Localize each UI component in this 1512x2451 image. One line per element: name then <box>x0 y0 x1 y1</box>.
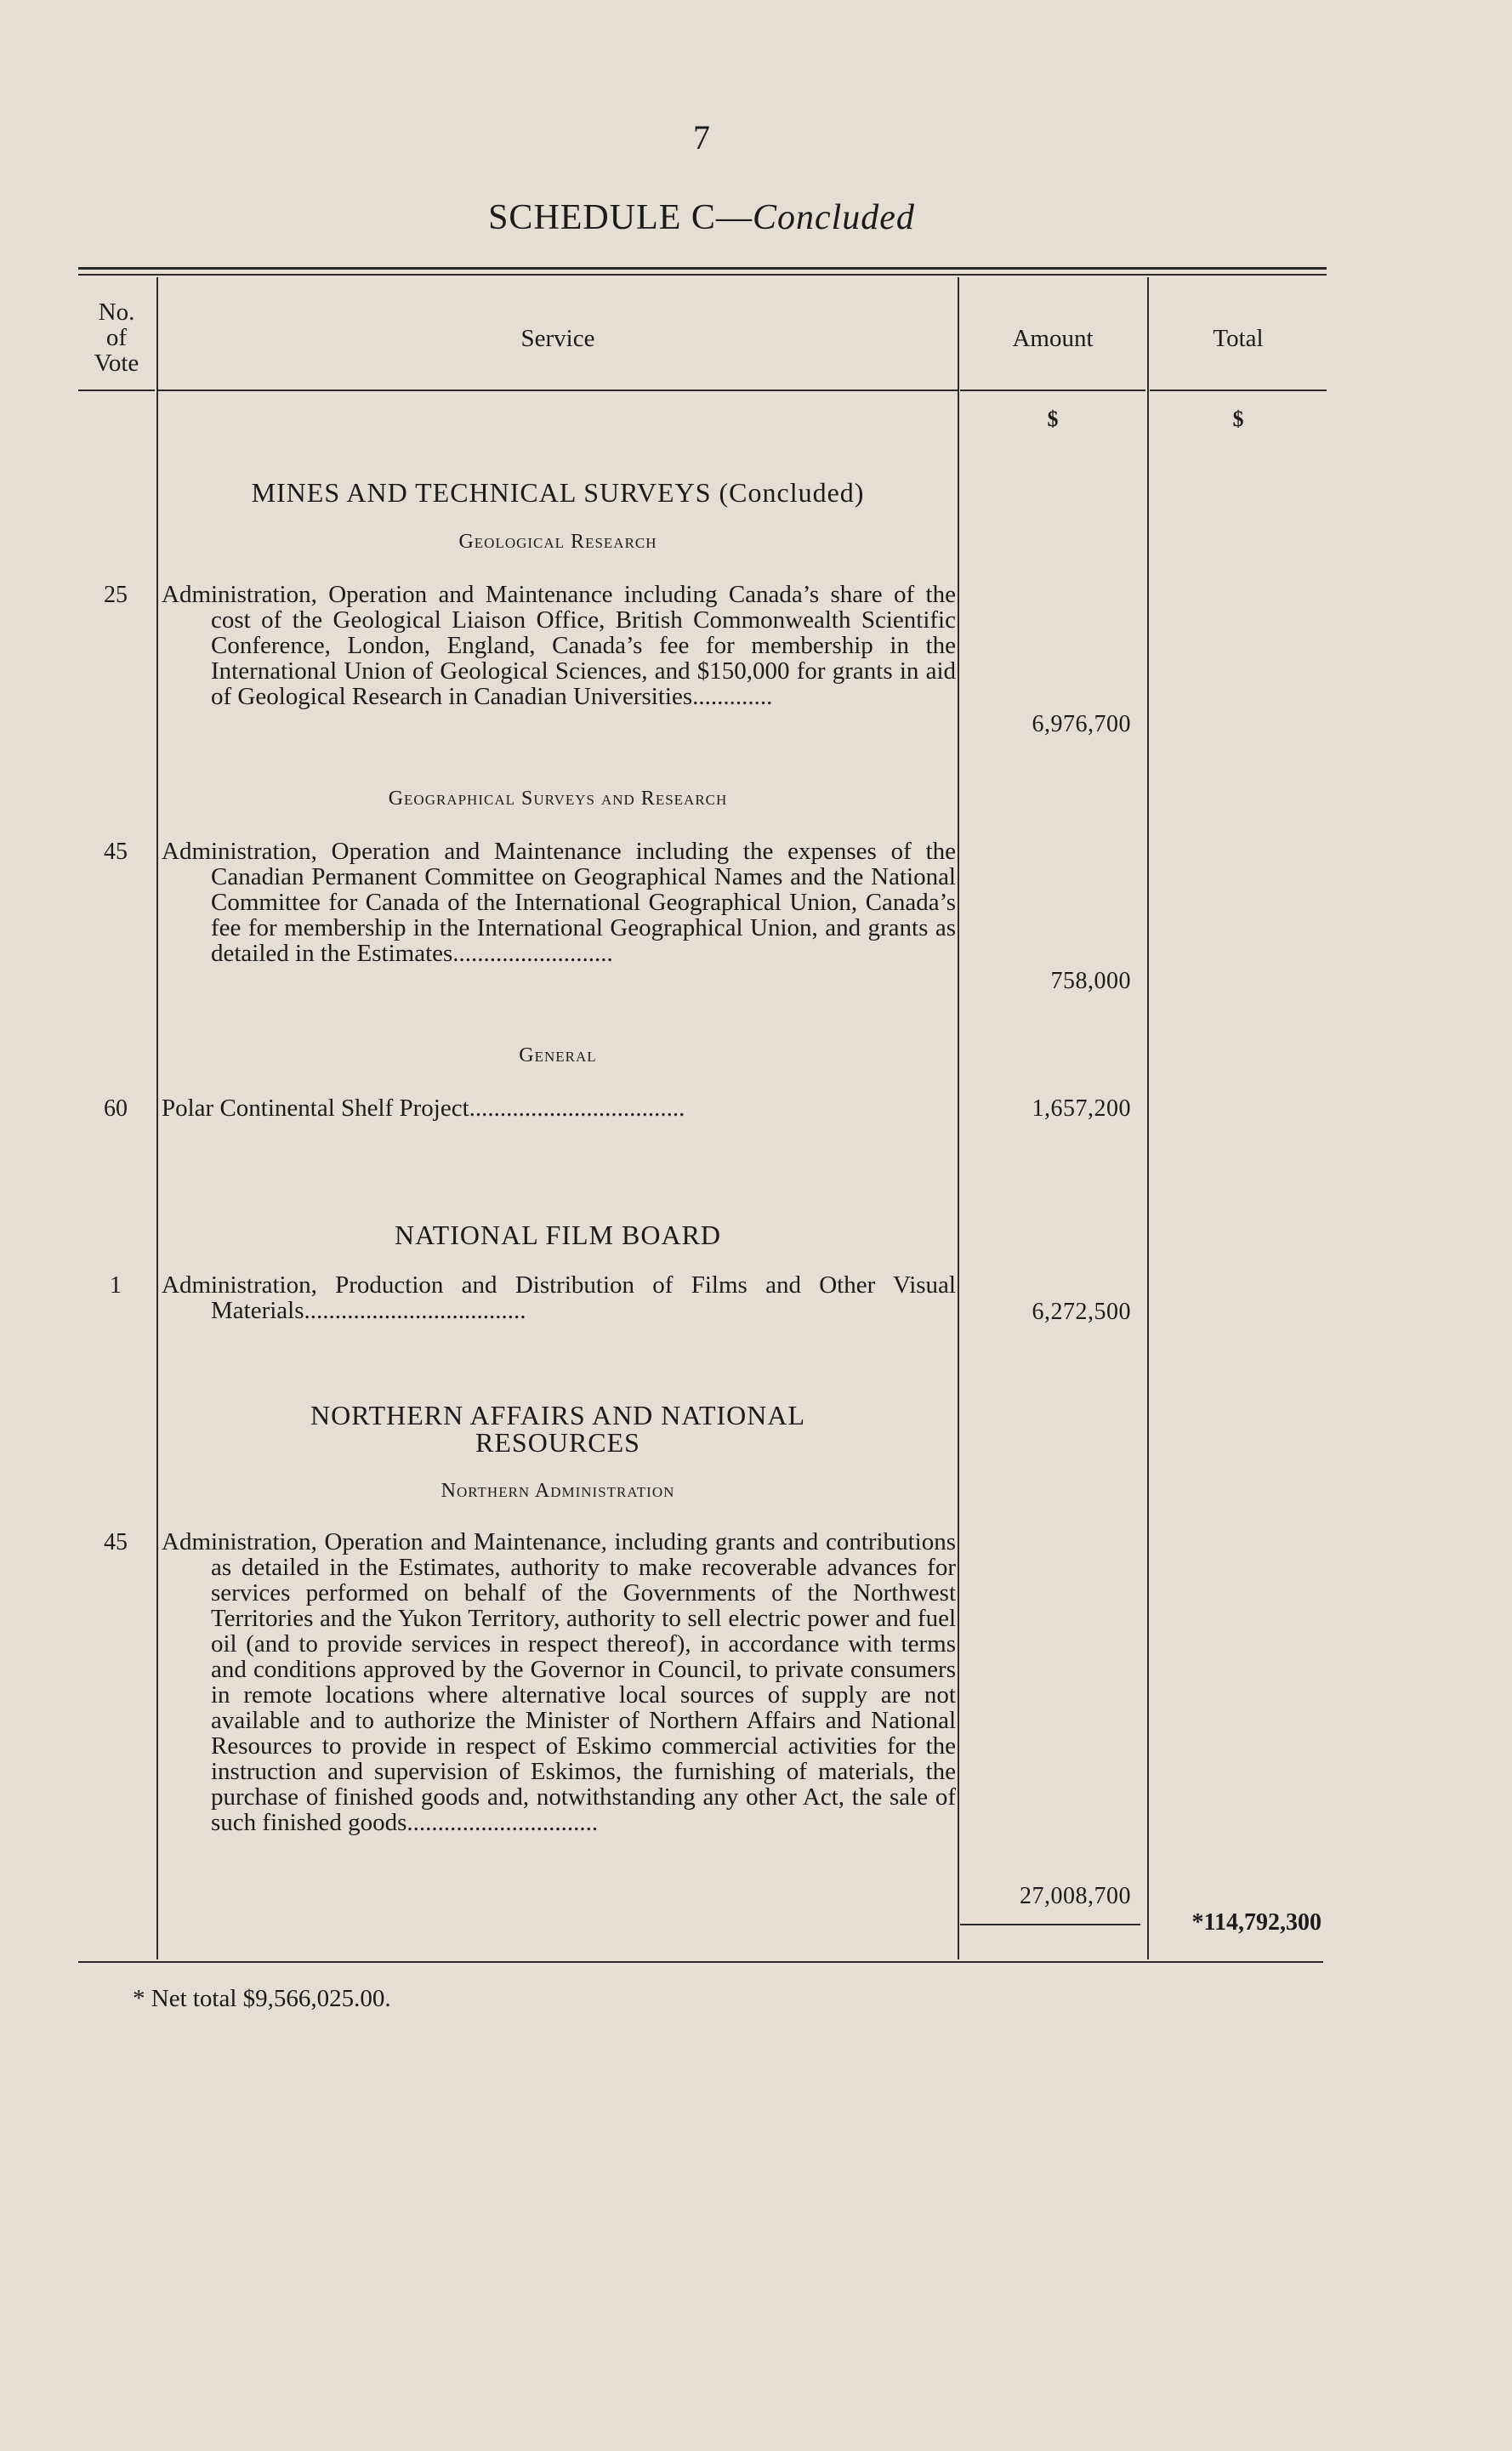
subheading-geological-research: Geological Research <box>458 531 657 553</box>
grand-total: *114,792,300 <box>1191 1909 1322 1936</box>
item-description <box>162 1095 956 1121</box>
amount-currency: $ <box>1047 407 1059 431</box>
vote-number: 25 <box>104 582 128 608</box>
page-number: 7 <box>693 118 710 156</box>
top-rule-upper <box>78 267 1327 270</box>
section-heading-line1: NORTHERN AFFAIRS AND NATIONAL <box>310 1400 806 1430</box>
schedule-title: SCHEDULE C—Concluded <box>488 198 915 237</box>
subheading-northern-administration: Northern Administration <box>441 1480 675 1502</box>
dot-leader: .......................... <box>452 940 613 967</box>
section-heading-mines: MINES AND TECHNICAL SURVEYS (Concluded) <box>251 477 865 508</box>
item-amount: 6,272,500 <box>1032 1299 1131 1325</box>
subheading-general: General <box>519 1044 597 1066</box>
header-service: Service <box>520 325 595 352</box>
column-divider-service <box>958 277 959 1959</box>
dot-leader: ............. <box>692 683 773 710</box>
header-vote-line1: No. <box>98 299 135 326</box>
column-divider-amount <box>1147 277 1149 1959</box>
item-description <box>162 839 956 966</box>
vote-number: 1 <box>110 1272 122 1299</box>
item-amount: 6,976,700 <box>1032 711 1131 737</box>
item-text: Polar Continental Shelf Project <box>162 1095 469 1122</box>
vote-number: 60 <box>104 1095 128 1122</box>
header-amount: Amount <box>1012 325 1094 352</box>
item-text: Administration, Operation and Maintenance, including grants and contributions as detailed in the Estimates, authority to make recoverable advances for services performed on behalf of the Governments of the Northwest Territories and the Yukon Territory, authority to sell electric power and fuel oil (and to provide services in respect thereof), in accordance with terms and conditions approved by the Governor in Council, to private consumers in remote locations where alternative local sources of supply are not available and to authorize the Minister of Northern Affairs and National Resources to provide in respect of Eskimo commercial activities for the instruction and supervision of Eskimos, the furnishing of materials, the purchase of finished goods and, notwithstanding any other Act, the sale of such finished goods <box>162 1528 956 1836</box>
item-amount: 27,008,700 <box>1020 1883 1131 1909</box>
schedule-title-suffix: Concluded <box>752 198 915 237</box>
vote-number: 45 <box>104 1529 128 1555</box>
item-text: Administration, Operation and Maintenance including Canada’s share of the cost of the Geological Liaison Office, British Commonwealth Scientific Conference, London, England, Canada’s fee for membership in the International Union of Geological Sciences, and $150,000 for grants in aid of Geological Research in Canadian Universities <box>162 581 956 710</box>
item-amount: 758,000 <box>1050 968 1131 994</box>
subheading-geographical-surveys: Geographical Surveys and Research <box>388 788 728 810</box>
vote-number: 45 <box>104 839 128 865</box>
header-total: Total <box>1213 325 1264 352</box>
header-vote-line2: of <box>105 324 128 351</box>
footnote: * Net total $9,566,025.00. <box>133 1985 391 2012</box>
amount-subtotal-rule <box>960 1924 1140 1925</box>
item-description <box>162 1272 956 1323</box>
header-vote-line3: Vote <box>94 350 139 377</box>
item-text: Administration, Operation and Maintenance including the expenses of the Canadian Permanent Committee on Geographical Names and the National Committee for Canada of the International Geographical Union, Canada’s fee for membership in the International Geographical Union, and grants as detailed in the Estimates <box>162 838 956 967</box>
schedule-title-main: SCHEDULE C <box>488 198 716 237</box>
dot-leader: .................................... <box>304 1297 526 1324</box>
column-divider-vote <box>156 277 158 1959</box>
section-heading-northern-affairs <box>158 1402 958 1456</box>
item-text: Administration, Production and Distribution of Films and Other Visual Materials <box>162 1271 956 1324</box>
item-description <box>162 1529 956 1835</box>
item-amount: 1,657,200 <box>1032 1095 1131 1122</box>
total-currency: $ <box>1232 407 1244 431</box>
header-rule-service <box>158 390 958 391</box>
bottom-rule <box>78 1961 1323 1963</box>
top-rule-lower <box>78 274 1327 276</box>
section-heading-film-board: NATIONAL FILM BOARD <box>394 1220 722 1250</box>
header-rule-amount <box>960 390 1145 391</box>
dot-leader: ................................... <box>469 1095 685 1122</box>
item-description <box>162 582 956 709</box>
dot-leader: ............................... <box>406 1809 599 1836</box>
section-heading-line2: RESOURCES <box>475 1427 640 1458</box>
header-rule-vote <box>78 390 155 391</box>
header-rule-total <box>1150 390 1327 391</box>
header-vote <box>78 299 155 376</box>
